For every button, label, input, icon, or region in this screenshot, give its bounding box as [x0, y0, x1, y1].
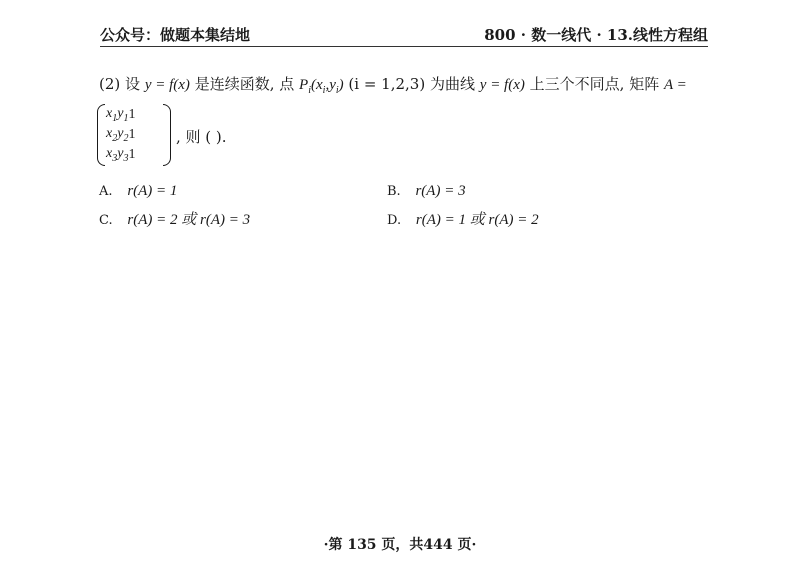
option-text: r(A) = 3: [415, 183, 466, 199]
math-expr: ): [338, 77, 344, 93]
matrix-row: [106, 125, 135, 145]
matrix-cell: $x_2$: [106, 126, 118, 144]
option-label: C.: [99, 213, 113, 228]
matrix-cell: 1: [128, 127, 136, 142]
option-text: r(A) = 1 或 r(A) = 2: [415, 212, 539, 228]
question-tail: , 则 ( ).: [176, 128, 227, 146]
question-stem: [99, 74, 687, 101]
option-d[interactable]: [387, 208, 539, 229]
matrix-row: [106, 145, 135, 165]
page-footer: ·第 135 页，共444 页·: [323, 537, 477, 553]
matrix-cell: 1: [128, 147, 136, 162]
header-source: 公众号：做题本集结地: [100, 26, 251, 44]
matrix-row: [106, 105, 135, 125]
question-text: 上三个不同点, 矩阵: [529, 75, 660, 93]
matrix-cell: $y_1$: [117, 106, 129, 124]
matrix-cell: 1: [128, 107, 136, 122]
question-text: 是连续函数, 点: [194, 75, 295, 93]
math-expr: A =: [664, 77, 687, 93]
math-expr: (i = 1,2,3): [348, 75, 426, 93]
math-expr: P: [299, 77, 309, 93]
matrix-cell: $x_3$: [106, 146, 118, 164]
option-label: B.: [387, 184, 401, 199]
question-text: 设: [125, 75, 141, 93]
option-label: A.: [99, 184, 113, 199]
question-number: (2): [99, 75, 121, 93]
option-text: r(A) = 1: [127, 183, 178, 199]
option-c[interactable]: [99, 208, 250, 229]
option-label: D.: [387, 213, 402, 228]
matrix-cell: $x_1$: [106, 106, 118, 124]
math-subscript: i: [335, 85, 339, 96]
header-chapter: 800 · 数一线代 · 13.线性方程组: [484, 26, 708, 44]
math-expr: ,y: [325, 77, 336, 93]
math-expr: (x: [311, 77, 323, 93]
matrix-entries: [106, 105, 135, 165]
page-header: [100, 18, 708, 47]
option-b[interactable]: [387, 181, 466, 200]
math-expr: y = f(x): [144, 77, 190, 93]
matrix-cell: $y_2$: [117, 126, 129, 144]
matrix-right-bracket: [163, 104, 171, 166]
question-text: 为曲线: [429, 75, 475, 93]
math-subscript: i: [308, 85, 311, 96]
matrix-cell: $y_3$: [117, 146, 129, 164]
math-expr: y = f(x): [479, 77, 525, 93]
option-a[interactable]: [99, 181, 177, 200]
option-text: r(A) = 2 或 r(A) = 3: [127, 212, 251, 228]
math-subscript: i: [322, 85, 326, 96]
matrix-left-bracket: [97, 104, 105, 166]
